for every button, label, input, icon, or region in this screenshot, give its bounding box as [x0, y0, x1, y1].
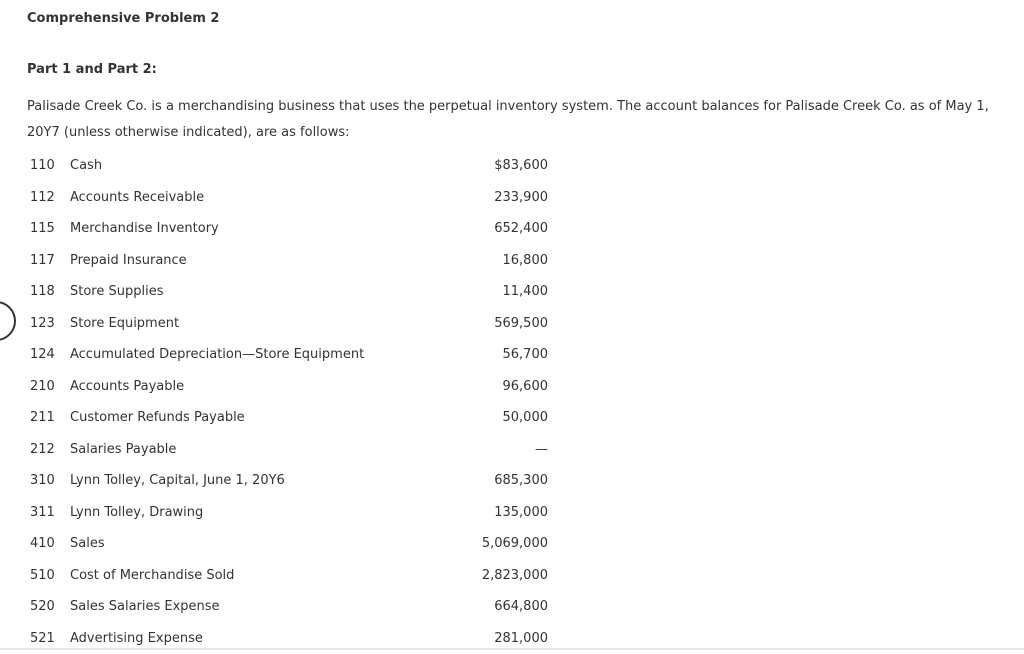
account-number: 211 — [30, 410, 60, 425]
account-balance: 685,300 — [430, 473, 548, 488]
account-number: 212 — [30, 442, 60, 457]
account-name: Store Supplies — [70, 284, 163, 299]
account-balance: $83,600 — [430, 158, 548, 173]
account-name: Advertising Expense — [70, 631, 203, 646]
account-number: 510 — [30, 568, 60, 583]
account-balance: 96,600 — [430, 379, 548, 394]
account-number: 410 — [30, 536, 60, 551]
account-number: 124 — [30, 347, 60, 362]
account-balance: 135,000 — [430, 505, 548, 520]
account-number: 112 — [30, 190, 60, 205]
account-row — [0, 339, 600, 371]
account-balances-table — [0, 150, 600, 654]
account-name: Prepaid Insurance — [70, 253, 187, 268]
account-name: Customer Refunds Payable — [70, 410, 245, 425]
problem-intro: Palisade Creek Co. is a merchandising business that uses the perpetual inventory system. The account balances for Palisade Creek Co. as of May 1, 20Y7 (unless otherwise indicated), are as follows: — [27, 94, 1012, 145]
account-row — [0, 276, 600, 308]
account-balance: 233,900 — [430, 190, 548, 205]
account-number: 110 — [30, 158, 60, 173]
account-row — [0, 371, 600, 403]
account-name: Lynn Tolley, Capital, June 1, 20Y6 — [70, 473, 285, 488]
account-number: 115 — [30, 221, 60, 236]
account-row — [0, 591, 600, 623]
account-balance: 50,000 — [430, 410, 548, 425]
account-balance: 281,000 — [430, 631, 548, 646]
account-name: Accounts Payable — [70, 379, 184, 394]
account-name: Cost of Merchandise Sold — [70, 568, 234, 583]
account-name: Lynn Tolley, Drawing — [70, 505, 203, 520]
account-name: Merchandise Inventory — [70, 221, 219, 236]
account-balance: 5,069,000 — [430, 536, 548, 551]
account-number: 117 — [30, 253, 60, 268]
account-balance: 569,500 — [430, 316, 548, 331]
account-row — [0, 528, 600, 560]
account-name: Cash — [70, 158, 102, 173]
problem-title: Comprehensive Problem 2 — [27, 11, 219, 26]
account-row — [0, 308, 600, 340]
account-number: 210 — [30, 379, 60, 394]
account-number: 310 — [30, 473, 60, 488]
part-heading: Part 1 and Part 2: — [27, 62, 157, 77]
account-row — [0, 497, 600, 529]
account-balance: 652,400 — [430, 221, 548, 236]
account-balance: — — [430, 442, 548, 457]
account-row — [0, 245, 600, 277]
account-name: Sales — [70, 536, 105, 551]
account-number: 521 — [30, 631, 60, 646]
account-row — [0, 182, 600, 214]
account-balance: 664,800 — [430, 599, 548, 614]
account-balance: 16,800 — [430, 253, 548, 268]
account-row — [0, 213, 600, 245]
account-number: 311 — [30, 505, 60, 520]
account-row — [0, 150, 600, 182]
account-balance: 2,823,000 — [430, 568, 548, 583]
account-number: 123 — [30, 316, 60, 331]
account-name: Sales Salaries Expense — [70, 599, 220, 614]
account-row — [0, 465, 600, 497]
account-row — [0, 402, 600, 434]
account-name: Accounts Receivable — [70, 190, 204, 205]
account-row — [0, 560, 600, 592]
account-number: 118 — [30, 284, 60, 299]
account-number: 520 — [30, 599, 60, 614]
account-balance: 11,400 — [430, 284, 548, 299]
account-balance: 56,700 — [430, 347, 548, 362]
account-name: Salaries Payable — [70, 442, 176, 457]
account-name: Store Equipment — [70, 316, 179, 331]
account-row — [0, 434, 600, 466]
account-name: Accumulated Depreciation—Store Equipment — [70, 347, 364, 362]
